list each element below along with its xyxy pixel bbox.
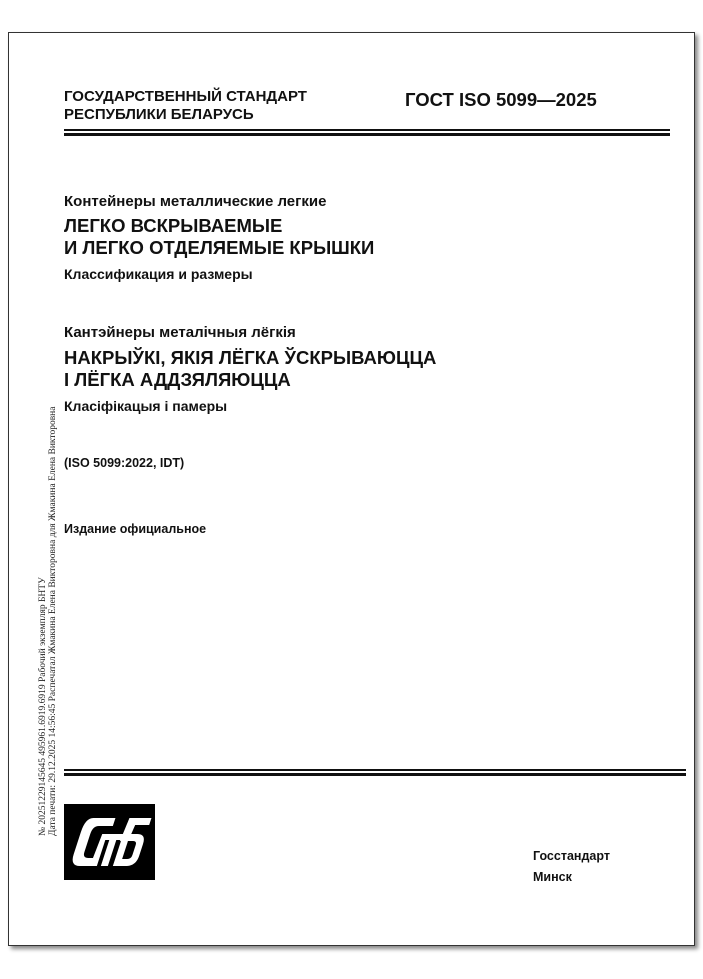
title-by-main-line1: НАКРЫЎКІ, ЯКІЯ ЛЁГКА ЎСКРЫВАЮЦЦА (64, 347, 437, 368)
standard-designation: ГОСТ ISO 5099—2025 (405, 89, 597, 110)
title-ru-main (64, 215, 374, 259)
iso-reference: (ISO 5099:2022, IDT) (64, 456, 185, 470)
header-rule-thick (64, 133, 670, 136)
footer-rule-thin (64, 769, 686, 771)
header-line-2: РЕСПУБЛИКИ БЕЛАРУСЬ (64, 106, 254, 123)
print-watermark (38, 407, 58, 836)
edition-label: Издание официальное (64, 522, 207, 536)
title-by-sub: Класіфікацыя і памеры (64, 398, 228, 414)
header-line-1: ГОСУДАРСТВЕННЫЙ СТАНДАРТ (64, 88, 307, 105)
title-ru-main-line2: И ЛЕГКО ОТДЕЛЯЕМЫЕ КРЫШКИ (64, 237, 375, 258)
watermark-line-1: № 20251229145645 495961.6919.6919 Рабочий экземпляр БНТУ (38, 577, 48, 836)
publisher-city: Минск (533, 870, 572, 884)
title-by-main-line2: І ЛЁГКА АДДЗЯЛЯЮЦЦА (64, 369, 291, 390)
title-by-main (64, 347, 436, 391)
title-ru-sub: Классификация и размеры (64, 266, 253, 282)
title-ru-group: Контейнеры металлические легкие (64, 193, 327, 210)
watermark-line-2: Дата печати: 29.12.2025 14:56:45 Распечатал Жмакина Елена Викторовна для Жмакина Елена Викторовна (48, 406, 58, 836)
stb-logo (64, 804, 155, 880)
header-rule-thin (64, 129, 670, 131)
title-by-group: Кантэйнеры металічныя лёгкія (64, 324, 296, 341)
footer-rule-thick (64, 773, 686, 776)
publisher (533, 846, 610, 888)
publisher-name: Госстандарт (533, 849, 610, 863)
title-ru-main-line1: ЛЕГКО ВСКРЫВАЕМЫЕ (64, 215, 283, 236)
standard-type-header (64, 88, 307, 124)
